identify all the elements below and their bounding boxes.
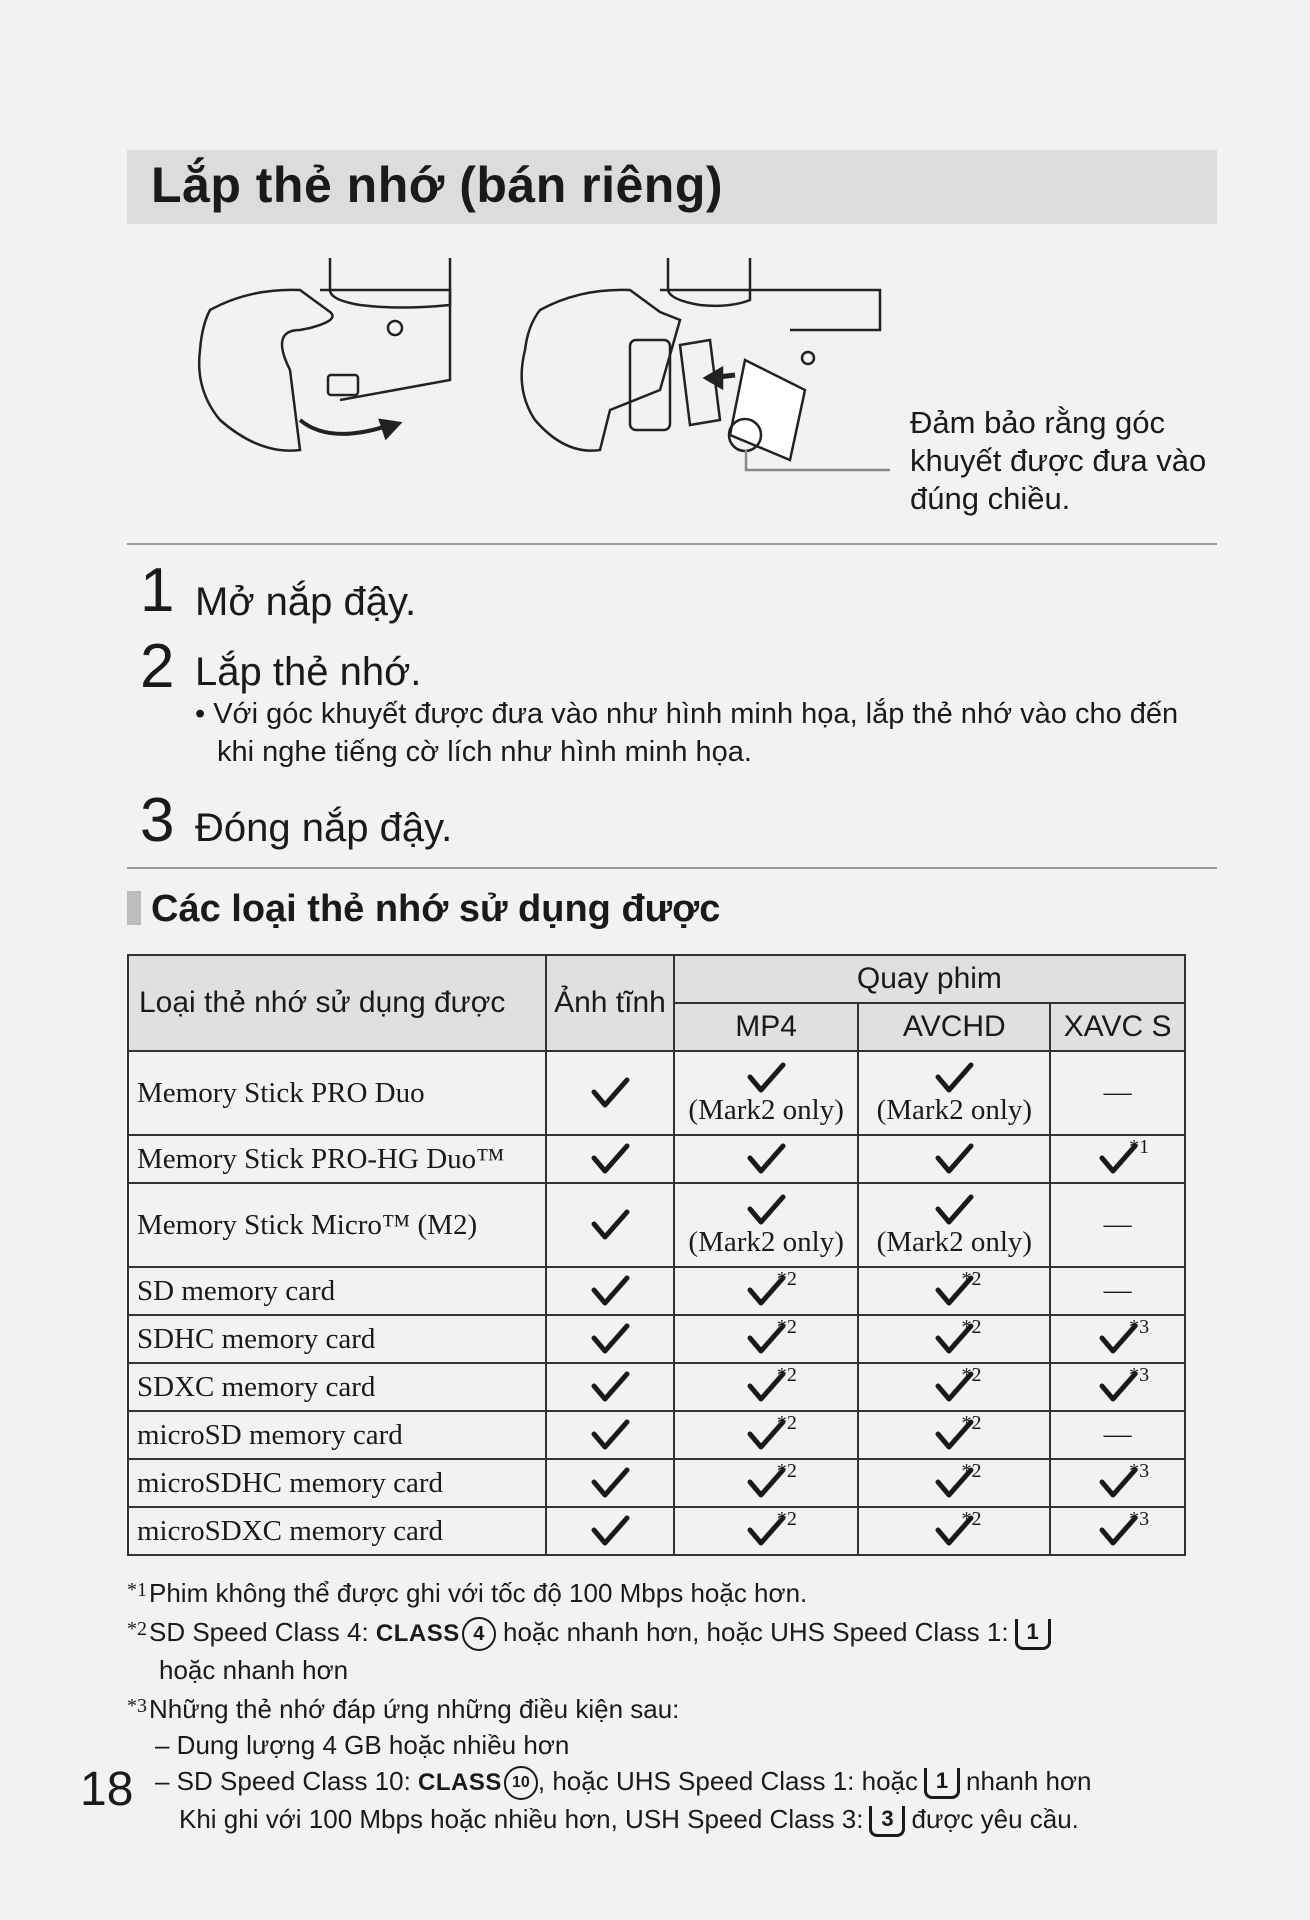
avchd-cell: [858, 1135, 1050, 1183]
xavcs-cell: [1050, 1267, 1185, 1315]
divider: [127, 867, 1217, 869]
check-icon: [590, 1274, 630, 1308]
footnote-ref: *2: [776, 1412, 797, 1434]
avchd-cell: [858, 1459, 1050, 1507]
footnotes: [127, 1572, 1217, 1837]
xavcs-cell: [1050, 1363, 1185, 1411]
check-icon: [590, 1208, 630, 1242]
footnote-1: $^{*1}$Phim không thể được ghi với tốc độ 100 Mbps hoặc hơn.: [127, 1578, 808, 1608]
still-cell: [546, 1051, 674, 1135]
sd-class-logo: CLASS: [375, 1620, 460, 1647]
footnote-ref: *3: [1129, 1364, 1150, 1386]
mark2-note: (Mark2 only): [876, 1226, 1033, 1258]
xavcs-cell: [1050, 1459, 1185, 1507]
footnote-ref: *3: [1129, 1508, 1150, 1530]
header-xavcs: XAVC S: [1050, 1003, 1185, 1051]
footnote-ref: *2: [961, 1364, 982, 1386]
footnote-2: $^{*2}$SD Speed Class 4: CLASS 4 hoặc nhanh hơn, hoặc UHS Speed Class 1: 1: [127, 1611, 1217, 1652]
step-1-text: Mở nắp đậy.: [195, 580, 417, 624]
memory-card-table: [127, 954, 1186, 1556]
check-icon: [934, 1193, 974, 1227]
card-type: microSDHC memory card: [128, 1459, 546, 1507]
sd-class-logo: CLASS: [418, 1769, 502, 1796]
page-title: Lắp thẻ nhớ (bán riêng): [151, 157, 724, 213]
card-type: SDHC memory card: [128, 1315, 546, 1363]
step-2-number: 2: [140, 632, 175, 701]
unsupported-dash: —: [1103, 1209, 1132, 1240]
check-icon: [590, 1418, 630, 1452]
check-icon: [934, 1061, 974, 1095]
avchd-cell: [858, 1363, 1050, 1411]
mp4-cell: [674, 1507, 859, 1555]
page-number: 18: [80, 1763, 134, 1816]
footnote-ref: *3: [1129, 1316, 1150, 1338]
page-title-bar: [127, 150, 1217, 224]
mp4-cell: [674, 1363, 859, 1411]
still-cell: [546, 1411, 674, 1459]
header-movie: Quay phim: [674, 955, 1185, 1003]
avchd-cell: [858, 1051, 1050, 1135]
footnote-ref: *3: [1129, 1460, 1150, 1482]
table-row: [128, 1459, 1185, 1507]
step-2-bullet: • Với góc khuyết được đưa vào như hình minh họa, lắp thẻ nhớ vào cho đến khi nghe tiếng cờ lích như hình minh họa.: [195, 698, 1179, 768]
footnote-ref: *2: [961, 1412, 982, 1434]
unsupported-dash: —: [1103, 1275, 1132, 1306]
header-card-type: Loại thẻ nhớ sử dụng được: [128, 955, 546, 1051]
header-mp4: MP4: [674, 1003, 859, 1051]
header-avchd: AVCHD: [858, 1003, 1050, 1051]
xavcs-cell: [1050, 1315, 1185, 1363]
avchd-cell: [858, 1411, 1050, 1459]
footnote-ref: *2: [776, 1316, 797, 1338]
footnote-3-item-3: Khi ghi với 100 Mbps hoặc nhiều hơn, USH Speed Class 3: 3 được yêu cầu.: [127, 1801, 1217, 1837]
check-icon: [746, 1193, 786, 1227]
footnote-ref: *2: [776, 1460, 797, 1482]
mp4-cell: [674, 1459, 859, 1507]
illustration-caption: Đảm bảo rằng góc khuyết được đưa vào đúng chiều.: [910, 405, 1207, 516]
still-cell: [546, 1315, 674, 1363]
check-icon: [590, 1370, 630, 1404]
mark2-note: (Mark2 only): [688, 1226, 844, 1258]
class-4-icon: 4: [462, 1617, 496, 1651]
card-type: Memory Stick PRO-HG Duo™: [128, 1135, 546, 1183]
card-type: SD memory card: [128, 1267, 546, 1315]
mp4-cell: [674, 1411, 859, 1459]
step-3-number: 3: [140, 786, 175, 855]
mp4-cell: [674, 1315, 859, 1363]
avchd-cell: [858, 1315, 1050, 1363]
card-type: Memory Stick Micro™ (M2): [128, 1183, 546, 1267]
xavcs-cell: [1050, 1183, 1185, 1267]
avchd-cell: [858, 1507, 1050, 1555]
mp4-cell: [674, 1267, 859, 1315]
footnote-ref: *2: [961, 1460, 982, 1482]
check-icon: [590, 1514, 630, 1548]
step-3-text: Đóng nắp đậy.: [195, 806, 453, 850]
table-row: [128, 1315, 1185, 1363]
check-icon: [590, 1466, 630, 1500]
xavcs-cell: [1050, 1507, 1185, 1555]
uhs-1-icon: 1: [924, 1768, 960, 1799]
class-10-icon: 10: [504, 1766, 538, 1800]
table-row: [128, 1135, 1185, 1183]
xavcs-cell: [1050, 1411, 1185, 1459]
table-row: [128, 1051, 1185, 1135]
mark2-note: (Mark2 only): [688, 1094, 844, 1126]
check-icon: [746, 1142, 786, 1176]
header-still: Ảnh tĩnh: [546, 955, 674, 1051]
section-heading: Các loại thẻ nhớ sử dụng được: [127, 888, 720, 931]
avchd-cell: [858, 1183, 1050, 1267]
footnote-ref: *2: [961, 1316, 982, 1338]
table-row: [128, 1267, 1185, 1315]
footnote-ref: *2: [776, 1508, 797, 1530]
camera-card-illustration: [190, 250, 910, 480]
card-type: Memory Stick PRO Duo: [128, 1051, 546, 1135]
check-icon: [934, 1142, 974, 1176]
footnote-ref: *2: [961, 1268, 982, 1290]
step-2-text: Lắp thẻ nhớ.: [195, 650, 422, 694]
footnote-3-item-2: – SD Speed Class 10: CLASS 10 , hoặc UHS Speed Class 1: hoặc 1 nhanh hơn: [127, 1763, 1217, 1801]
uhs-3-icon: 3: [869, 1806, 905, 1837]
card-type: microSDXC memory card: [128, 1507, 546, 1555]
table-row: [128, 1183, 1185, 1267]
footnote-ref: *2: [961, 1508, 982, 1530]
still-cell: [546, 1507, 674, 1555]
divider: [127, 543, 1217, 545]
still-cell: [546, 1459, 674, 1507]
table-row: [128, 1411, 1185, 1459]
step-1-number: 1: [140, 556, 175, 625]
still-cell: [546, 1363, 674, 1411]
unsupported-dash: —: [1103, 1077, 1132, 1108]
check-icon: [746, 1061, 786, 1095]
check-icon: [590, 1322, 630, 1356]
footnote-ref: *2: [776, 1364, 797, 1386]
xavcs-cell: [1050, 1051, 1185, 1135]
table-row: [128, 1363, 1185, 1411]
check-icon: [590, 1142, 630, 1176]
still-cell: [546, 1183, 674, 1267]
uhs-1-icon: 1: [1015, 1619, 1051, 1650]
mp4-cell: [674, 1051, 859, 1135]
section-marker: [127, 891, 141, 925]
card-type: microSD memory card: [128, 1411, 546, 1459]
xavcs-cell: [1050, 1135, 1185, 1183]
still-cell: [546, 1135, 674, 1183]
mp4-cell: [674, 1135, 859, 1183]
footnote-3-item-1: – Dung lượng 4 GB hoặc nhiều hơn: [155, 1730, 570, 1760]
mp4-cell: [674, 1183, 859, 1267]
footnote-2-cont: hoặc nhanh hơn: [159, 1655, 349, 1685]
mark2-note: (Mark2 only): [876, 1094, 1033, 1126]
footnote-ref: *2: [776, 1268, 797, 1290]
avchd-cell: [858, 1267, 1050, 1315]
unsupported-dash: —: [1103, 1419, 1132, 1450]
table-row: [128, 1507, 1185, 1555]
footnote-ref: *1: [1129, 1136, 1150, 1158]
check-icon: [590, 1076, 630, 1110]
card-type: SDXC memory card: [128, 1363, 546, 1411]
footnote-3: $^{*3}$Những thẻ nhớ đáp ứng những điều kiện sau:: [127, 1694, 680, 1724]
still-cell: [546, 1267, 674, 1315]
